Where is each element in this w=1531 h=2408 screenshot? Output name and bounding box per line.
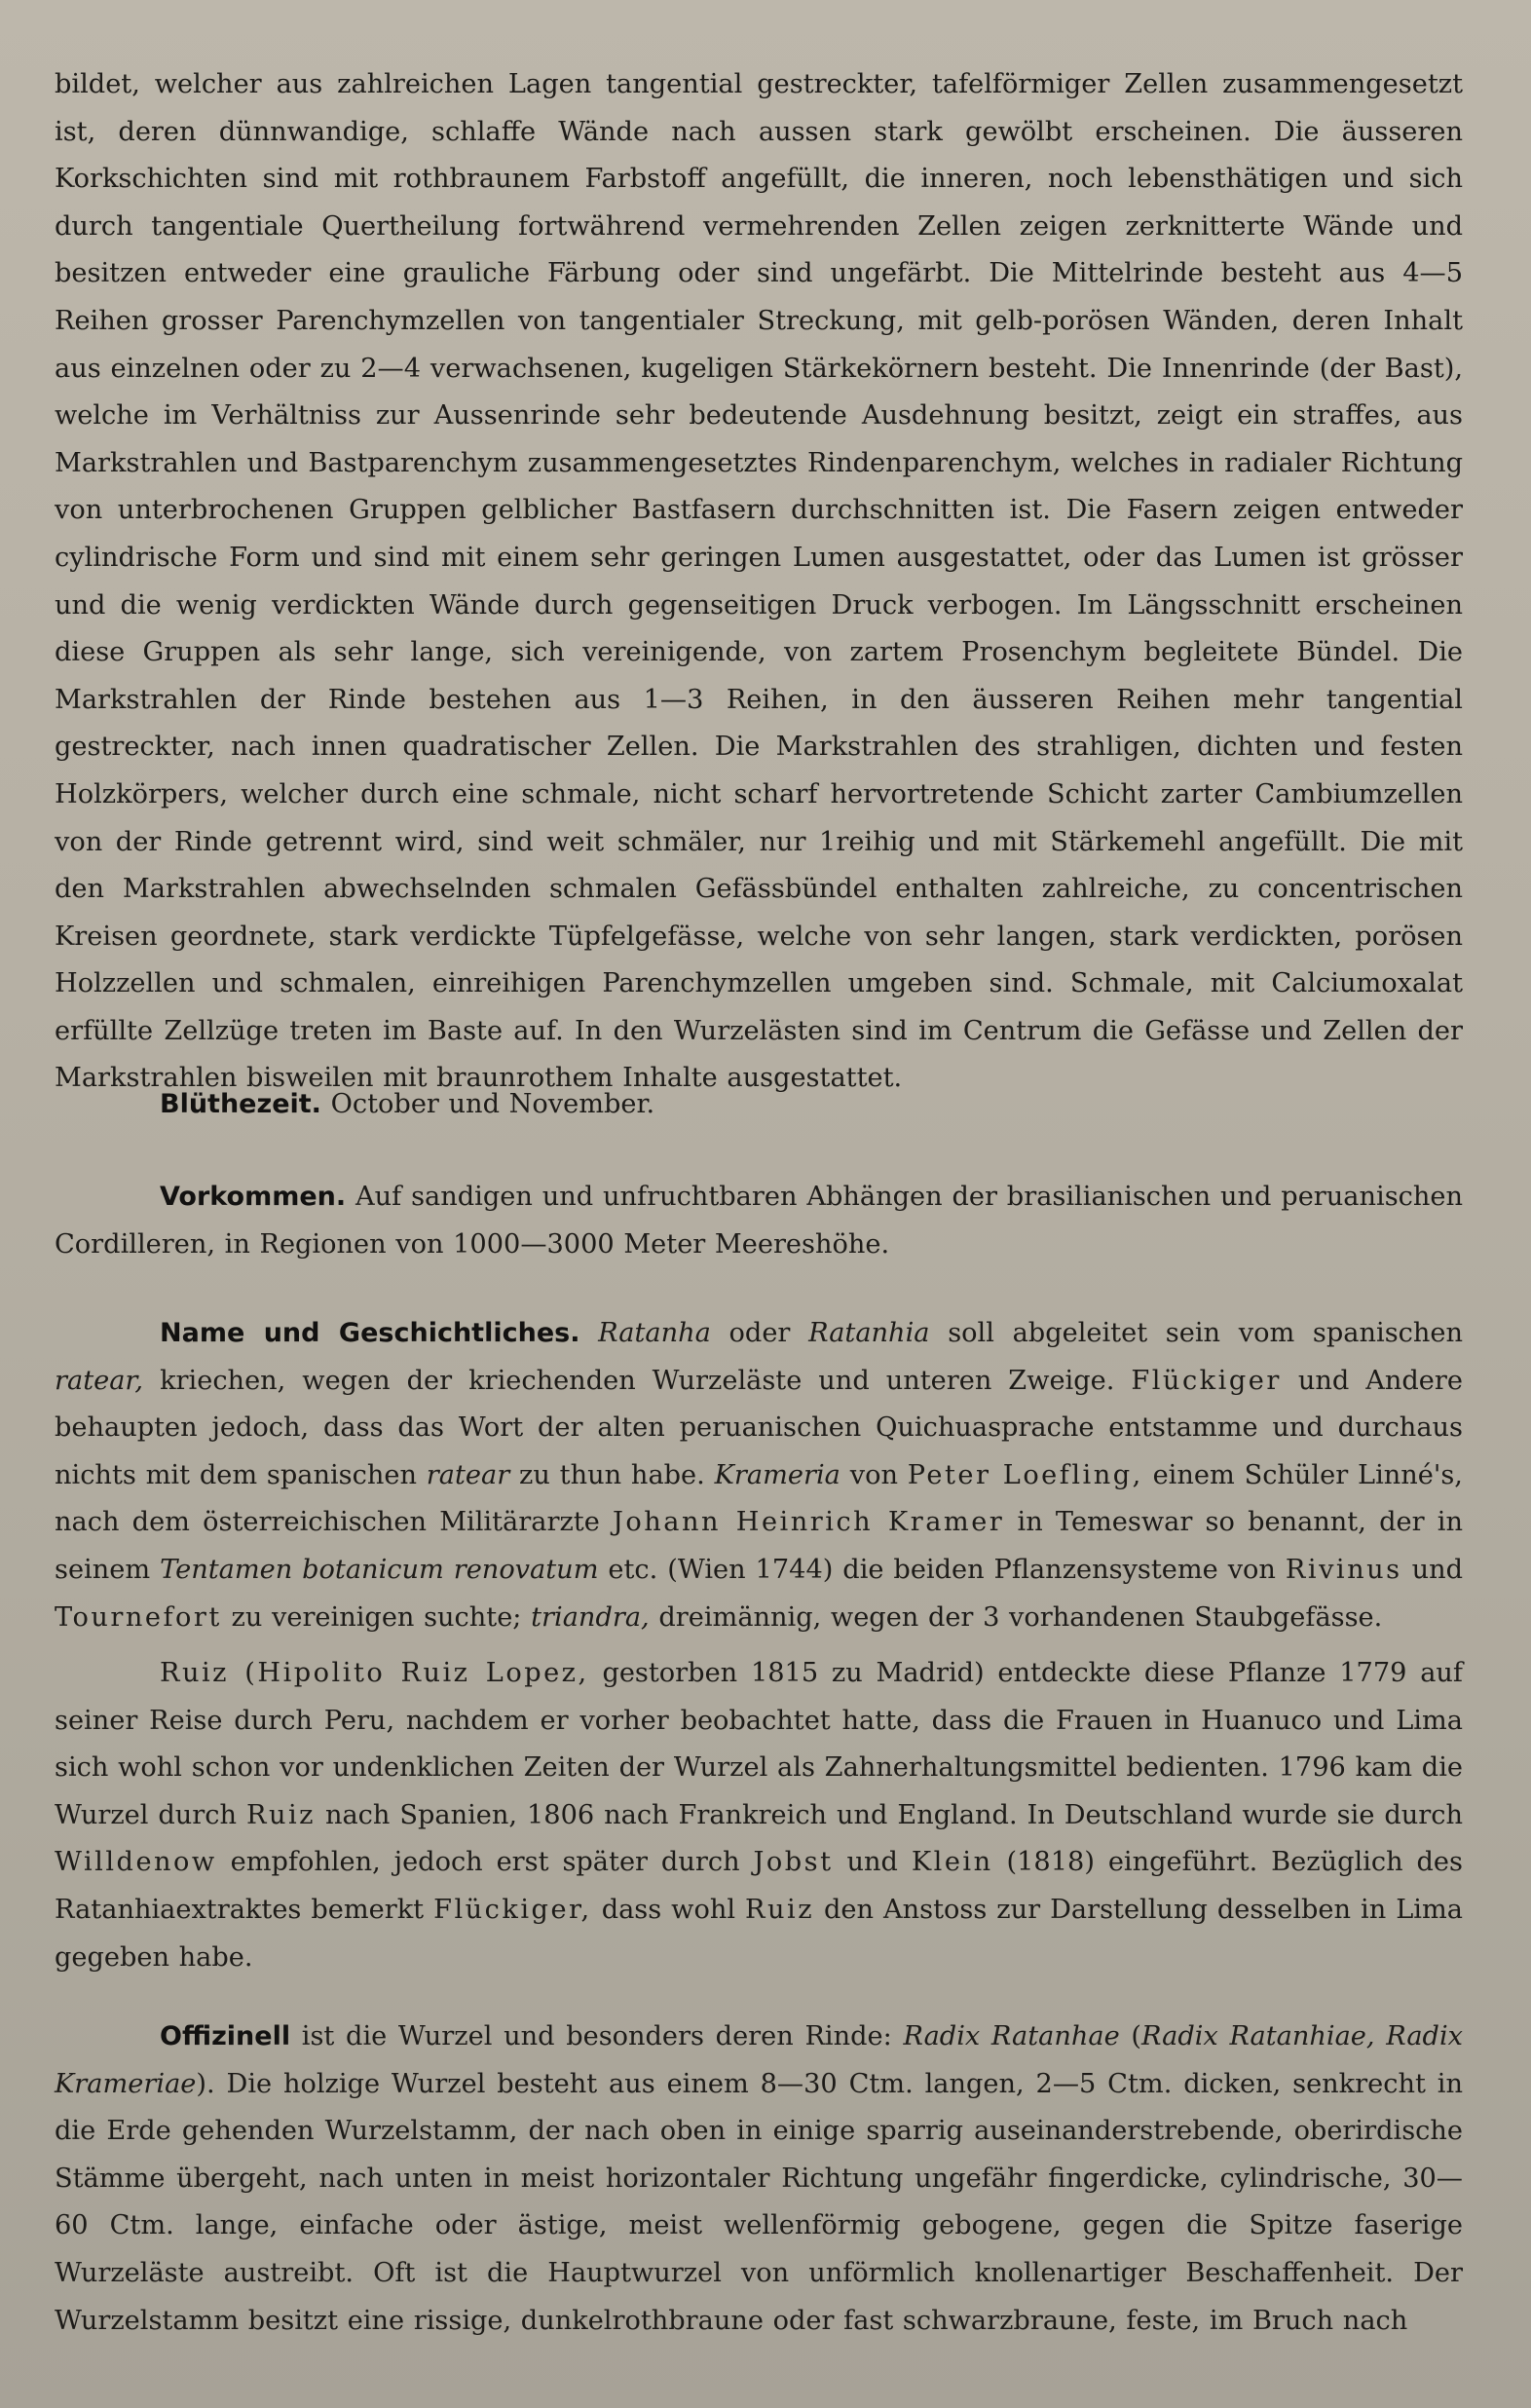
ruiz-text-6: den Anstoss zur Darstellung desselben in Lima gegeben habe.	[55, 1894, 1463, 1973]
person-loefling: Peter Loefling,	[907, 1459, 1143, 1490]
person-flueckiger-2: Flückiger,	[433, 1894, 592, 1925]
name-text-6: in Temeswar so benannt, der in seinem	[55, 1507, 1463, 1585]
ruiz-paragraph	[55, 1650, 1463, 1981]
ruiz-text-2: nach Spanien, 1806 nach Frankreich und England. In Deutschland wurde sie durch	[324, 1799, 1464, 1830]
drug-radix-ratanhae: Radix Ratanhae	[903, 2021, 1120, 2051]
ruiz-text-3: empfohlen, jedoch erst später durch	[230, 1847, 740, 1878]
name-paragraph	[55, 1310, 1463, 1641]
bluethezeit-paragraph	[55, 1081, 1463, 1129]
name-text-5: einem Schüler Linné's, nach dem österreichischen Militärarzte	[55, 1459, 1463, 1538]
anatomy-text: bildet, welcher aus zahlreichen Lagen tangential gestreckter, tafelförmiger Zellen zusammengesetzt ist, deren dünnwandige, schlaffe Wände nach aussen stark gewölbt erscheinen. Die äusseren Korkschichten sind mit rothbraunem Farbstoff angefüllt, die inneren, noch lebensthätigen und sich durch tangentiale Quertheilung fortwährend vermehrenden Zellen zeigen zerknitterte Wände und besitzen entweder eine grauliche Färbung oder sind ungefärbt. Die Mittelrinde besteht aus 4—5 Reihen grosser Parenchymzellen von tangentialer Streckung, mit gelb-porösen Wänden, deren Inhalt aus einzelnen oder zu 2—4 verwachsenen, kugeligen Stärkekörnern besteht. Die Innenrinde (der Bast), welche im Verhältniss zur Aussenrinde sehr bedeutende Ausdehnung besitzt, zeigt ein straffes, aus Markstrahlen und Bastparenchym zusammengesetztes Rindenparenchym, welches in radialer Richtung von unterbrochenen Gruppen gelblicher Bastfasern durchschnitten ist. Die Fasern zeigen entweder cylindrische Form und sind mit einem sehr geringen Lumen ausgestattet, oder das Lumen ist grösser und die wenig verdickten Wände durch gegenseitigen Druck verbogen. Im Längsschnitt erscheinen diese Gruppen als sehr lange, sich vereinigende, von zartem Prosenchym begleitete Bündel. Die Markstrahlen der Rinde bestehen aus 1—3 Reihen, in den äusseren Reihen mehr tangential gestreckter, nach innen quadratischer Zellen. Die Markstrahlen des strahligen, dichten und festen Holzkörpers, welcher durch eine schmale, nicht scharf hervortretende Schicht zarter Cambiumzellen von der Rinde getrennt wird, sind weit schmäler, nur 1reihig und mit Stärkemehl angefüllt. Die mit den Markstrahlen abwechselnden schmalen Gefässbündel enthalten zahlreiche, zu concentrischen Kreisen geordnete, stark verdickte Tüpfelgefässe, welche von sehr langen, stark verdickten, porösen Holzzellen und schmalen, einreihigen Parenchymzellen umgeben sind. Schmale, mit Calciumoxalat erfüllte Zellzüge treten im Baste auf. In den Wurzelästen sind im Centrum die Gefässe und Zellen der Markstrahlen bisweilen mit braunrothem Inhalte ausgestattet.	[55, 69, 1463, 1094]
term-ratanha: Ratanha	[598, 1318, 711, 1348]
name-heading: Name und Geschichtliches.	[160, 1318, 580, 1348]
offizinell-text-1: ist die Wurzel und besonders deren Rinde:	[301, 2021, 892, 2051]
person-ruiz-3: Ruiz	[745, 1894, 815, 1925]
ruiz-text-5: dass wohl	[601, 1894, 736, 1925]
term-triandra: triandra,	[531, 1601, 650, 1633]
book-tentamen: Tentamen botanicum renovatum	[160, 1554, 599, 1585]
term-ratanhia: Ratanhia	[808, 1318, 930, 1348]
person-kramer: Johann Heinrich Kramer	[613, 1507, 1005, 1538]
word-und-2: und	[846, 1847, 898, 1878]
vorkommen-heading: Vorkommen.	[160, 1182, 347, 1212]
person-flueckiger: Flückiger	[1131, 1365, 1282, 1396]
word-und: und	[1411, 1554, 1463, 1585]
offizinell-heading: Offizinell	[160, 2021, 291, 2051]
term-ratear: ratear,	[55, 1365, 144, 1396]
paren-close: ).	[196, 2068, 215, 2099]
offizinell-paragraph	[55, 2013, 1463, 2345]
anatomy-paragraph	[55, 61, 1463, 1103]
paren-open: (	[1131, 2021, 1142, 2051]
name-text-9: dreimännig, wegen der 3 vorhandenen Staubgefässe.	[658, 1601, 1383, 1633]
name-text-7: etc. (Wien 1744) die beiden Pflanzensysteme von	[608, 1554, 1276, 1585]
person-ruiz: Ruiz (Hipolito Ruiz Lopez,	[160, 1658, 589, 1688]
bluethezeit-heading: Blüthezeit.	[160, 1089, 321, 1119]
term-ratear-2: ratear	[426, 1459, 510, 1490]
person-tournefort: Tournefort	[55, 1601, 222, 1633]
vorkommen-paragraph	[55, 1174, 1463, 1268]
term-krameria: Krameria	[714, 1459, 840, 1490]
name-text-8: zu vereinigen suchte;	[231, 1601, 522, 1633]
word-von: von	[849, 1459, 898, 1490]
person-willdenow: Willdenow	[55, 1847, 217, 1878]
name-text-1: soll abgeleitet sein vom spanischen	[948, 1318, 1463, 1348]
person-rivinus: Rivinus	[1285, 1554, 1402, 1585]
vorkommen-text: Auf sandigen und unfruchtbaren Abhängen der brasilianischen und peruanischen Cordilleren, in Regionen von 1000—3000 Meter Meereshöhe.	[55, 1182, 1463, 1260]
offizinell-text-2: Die holzige Wurzel besteht aus einem 8—30 Ctm. langen, 2—5 Ctm. dicken, senkrecht in die Erde gehenden Wurzelstamm, der nach oben in einige sparrig auseinanderstrebende, oberirdische Stämme übergeht, nach unten in meist horizontaler Richtung ungefähr fingerdicke, cylindrische, 30—60 Ctm. lange, einfache oder ästige, meist wellenförmig gebogene, gegen die Spitze faserige Wurzeläste austreibt. Oft ist die Hauptwurzel von unförmlich knollenartiger Beschaffenheit. Der Wurzelstamm besitzt eine rissige, dunkelrothbraune oder fast schwarzbraune, feste, im Bruch nach	[55, 2068, 1463, 2336]
person-jobst: Jobst	[753, 1847, 834, 1878]
person-klein: Klein	[911, 1847, 993, 1878]
bluethezeit-text: October und November.	[330, 1089, 655, 1119]
word-oder: oder	[728, 1318, 791, 1348]
name-text-4: zu thun habe.	[519, 1459, 705, 1490]
name-text-2: kriechen, wegen der kriechenden Wurzeläste und unteren Zweige.	[160, 1365, 1115, 1396]
person-ruiz-2: Ruiz	[246, 1799, 316, 1830]
drug-radix-synonyms: Radix Ratanhiae, Radix Krameriae	[55, 2021, 1463, 2099]
ruiz-text-4: (1818) eingeführt. Bezüglich des Ratanhiaextraktes bemerkt	[55, 1847, 1463, 1925]
ruiz-text-1: gestorben 1815 zu Madrid) entdeckte diese Pflanze 1779 auf seiner Reise durch Peru, nachdem er vorher beobachtet hatte, dass die Frauen in Huanuco und Lima sich wohl schon vor undenklichen Zeiten der Wurzel als Zahnerhaltungsmittel bedienten. 1796 kam die Wurzel durch	[55, 1658, 1463, 1830]
name-text-3: und Andere behaupten jedoch, dass das Wort der alten peruanischen Quichuasprache entstamme und durchaus nichts mit dem spanischen	[55, 1365, 1463, 1490]
